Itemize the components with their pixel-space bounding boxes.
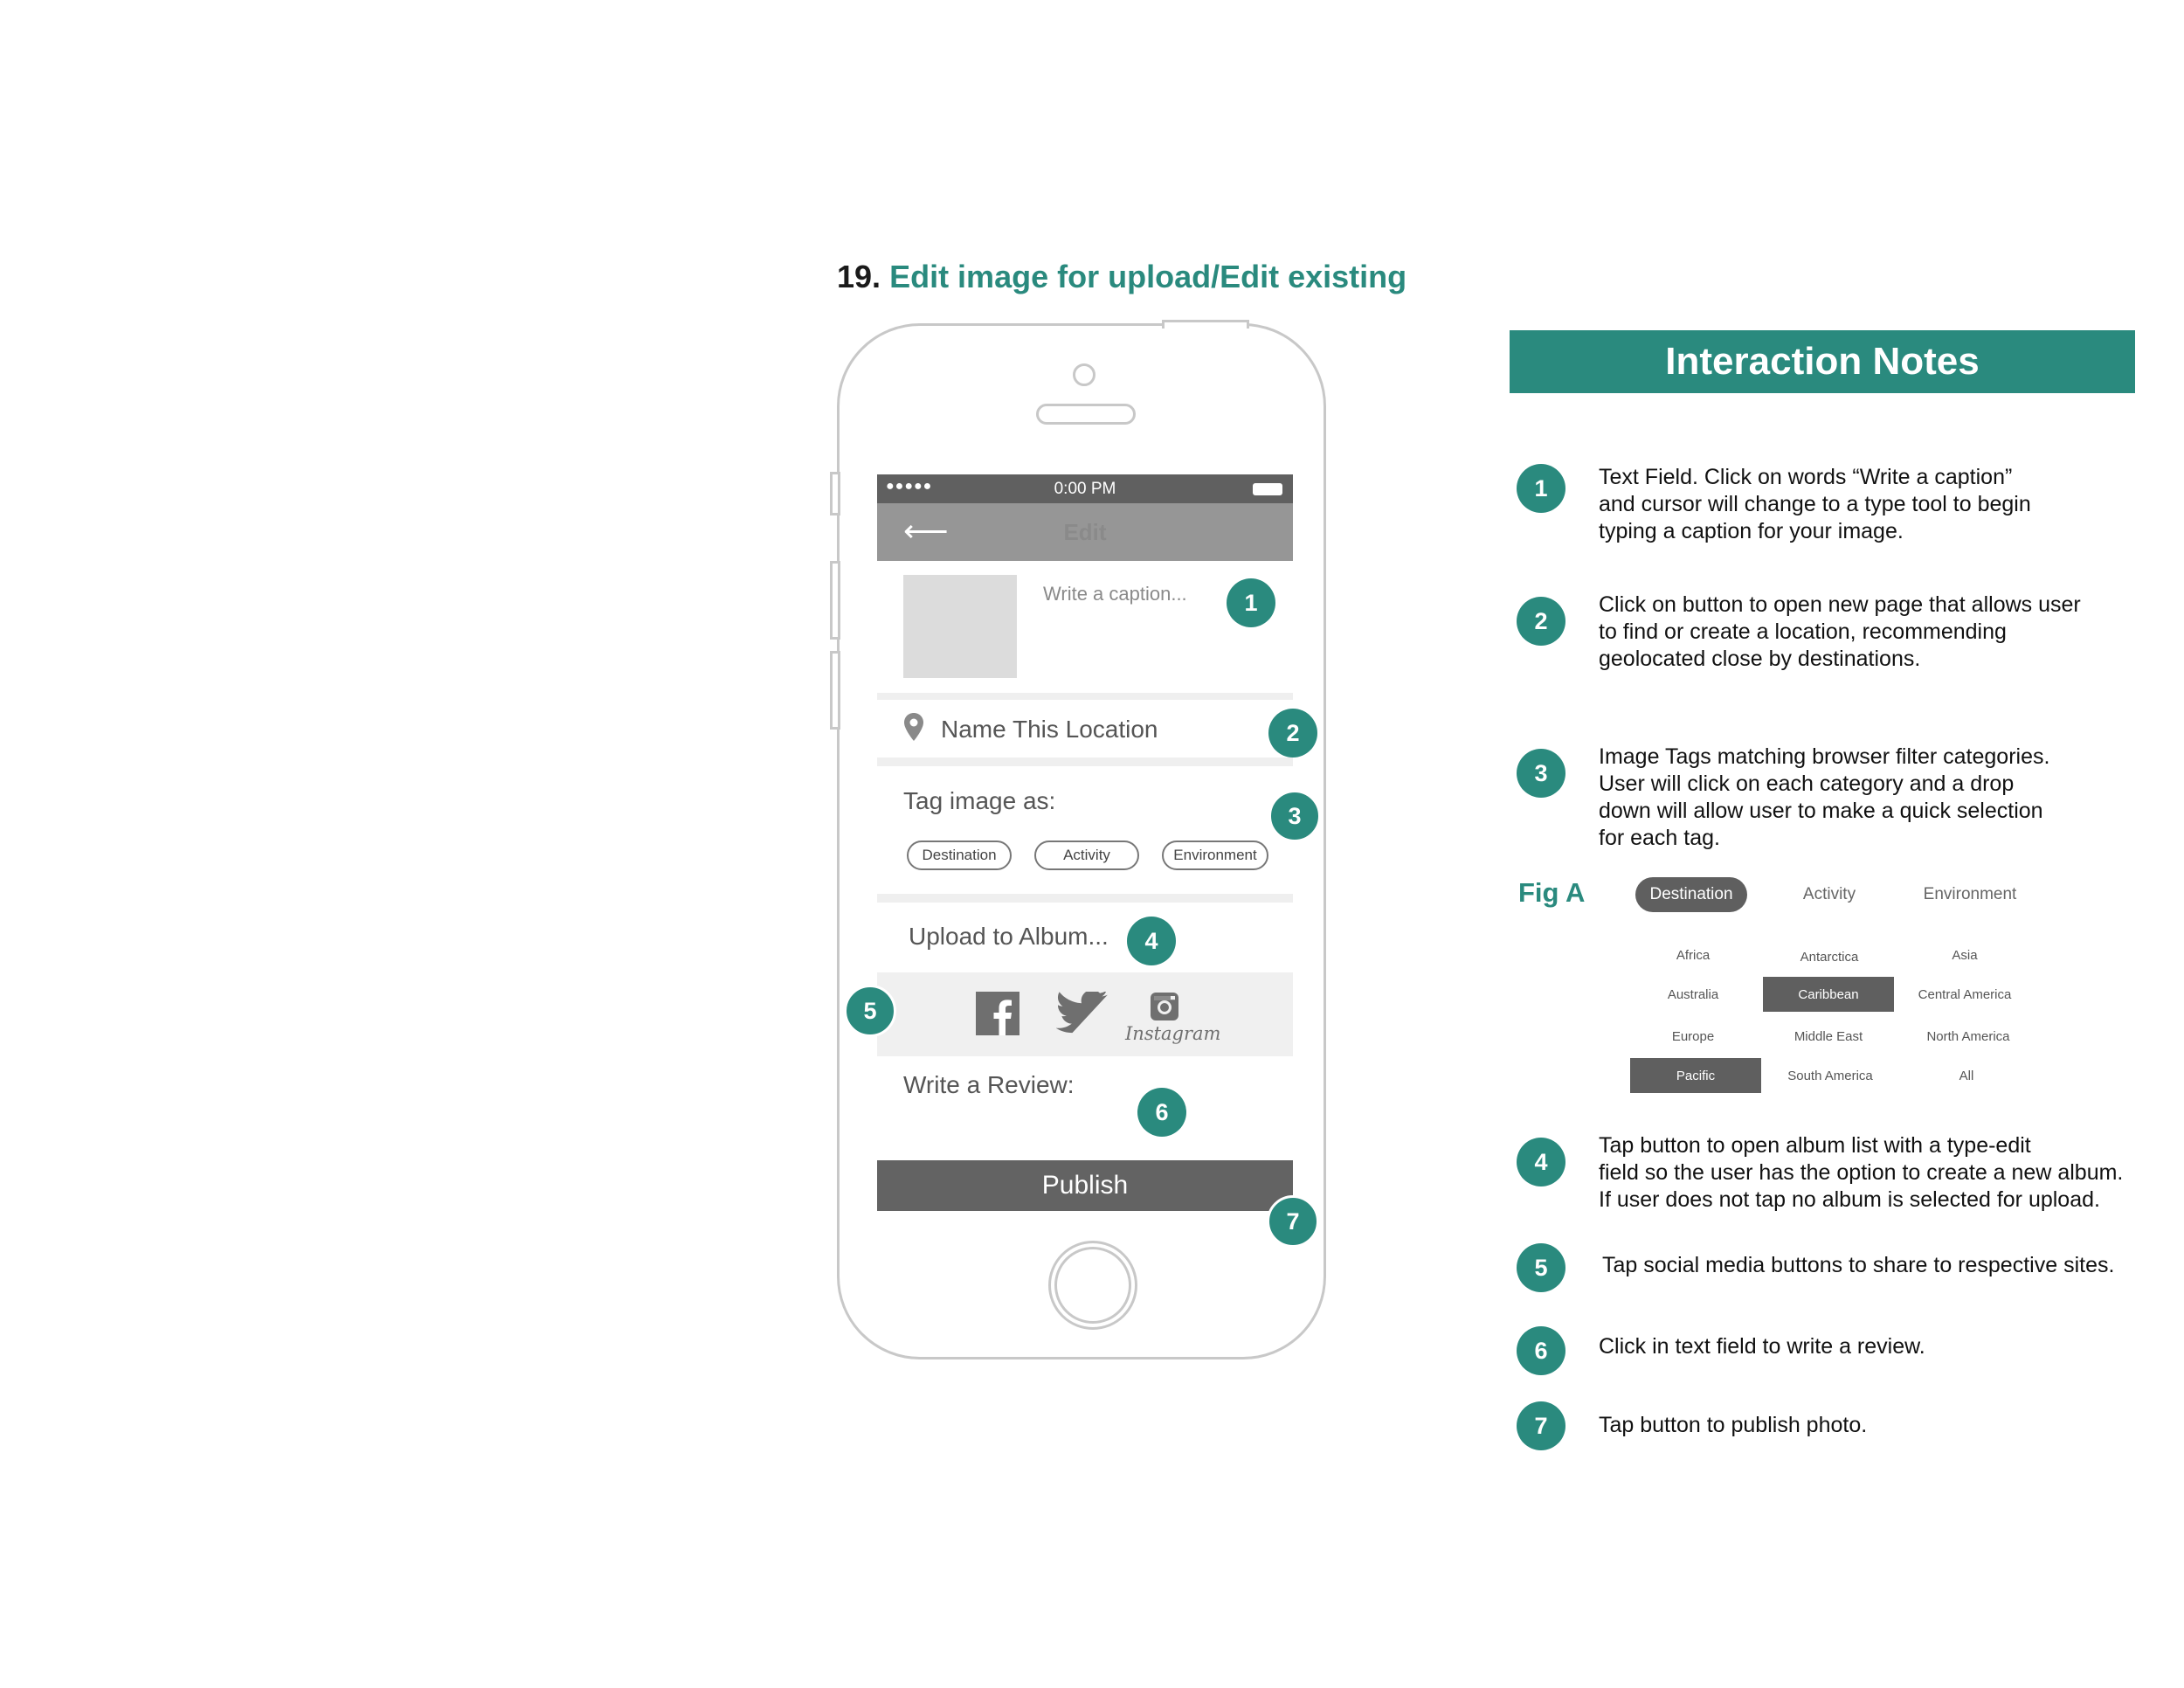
location-button[interactable] xyxy=(877,700,1293,758)
phone-camera xyxy=(1073,363,1095,386)
location-pin-icon xyxy=(903,712,924,742)
status-bar xyxy=(877,474,1293,503)
tag-label: Tag image as: xyxy=(903,787,1056,814)
title-number: 19. xyxy=(837,259,881,294)
divider xyxy=(877,758,1293,766)
fig-tab-destination[interactable]: Destination xyxy=(1635,877,1747,912)
note-5: Tap social media buttons to share to respective sites. xyxy=(1602,1253,2115,1277)
page-title xyxy=(837,259,1406,295)
badge-5: 5 xyxy=(844,985,896,1037)
divider xyxy=(877,894,1293,903)
badge-1: 1 xyxy=(1227,578,1275,627)
nav-title: Edit xyxy=(1063,519,1107,545)
note-6: Click in text field to write a review. xyxy=(1599,1334,1925,1359)
home-button-inner xyxy=(1054,1247,1131,1324)
divider xyxy=(877,693,1293,700)
note-badge-1: 1 xyxy=(1517,464,1565,513)
fig-option[interactable]: Australia xyxy=(1667,986,1719,1002)
instagram-wordmark: Instagram xyxy=(1125,1023,1221,1044)
badge-7: 7 xyxy=(1267,1195,1319,1248)
title-text: Edit image for upload/Edit existing xyxy=(889,259,1407,294)
phone-speaker xyxy=(1036,404,1136,425)
fig-option-selected[interactable]: Caribbean xyxy=(1763,977,1894,1012)
badge-4: 4 xyxy=(1127,917,1176,965)
note-4: Tap button to open album list with a type-edit field so the user has the option to create a new album. If user does not tap no album is selected for upload. xyxy=(1599,1133,2124,1212)
tag-destination[interactable]: Destination xyxy=(907,841,1012,870)
fig-option[interactable]: Europe xyxy=(1671,1028,1715,1044)
note-badge-7: 7 xyxy=(1517,1401,1565,1450)
note-1: Text Field. Click on words “Write a caption” and cursor will change to a type tool to begin typing a caption for your image. xyxy=(1599,465,2031,543)
phone-screen xyxy=(877,474,1293,1217)
review-input[interactable]: Write a Review: xyxy=(903,1071,1075,1098)
fig-option[interactable]: North America xyxy=(1926,1028,2010,1044)
note-badge-2: 2 xyxy=(1517,597,1565,646)
battery-icon xyxy=(1253,483,1282,495)
location-label: Name This Location xyxy=(941,716,1158,743)
fig-option[interactable]: South America xyxy=(1787,1068,1873,1083)
note-3: Image Tags matching browser filter categories. User will click on each category and a drop down will allow user to make a quick selection for each tag. xyxy=(1599,744,2050,850)
social-share-bar xyxy=(877,972,1293,1056)
upload-album-button[interactable]: Upload to Album... xyxy=(909,923,1109,950)
status-time: 0:00 PM xyxy=(1054,480,1116,498)
fig-option[interactable]: Asia xyxy=(1952,947,1978,963)
back-arrow-icon[interactable]: ⟵ xyxy=(903,513,949,549)
caption-input[interactable]: Write a caption... xyxy=(1043,583,1187,605)
nav-bar xyxy=(877,503,1293,561)
tag-environment[interactable]: Environment xyxy=(1162,841,1268,870)
note-badge-6: 6 xyxy=(1517,1326,1565,1375)
badge-2: 2 xyxy=(1268,709,1317,758)
note-badge-4: 4 xyxy=(1517,1138,1565,1186)
publish-button[interactable]: Publish xyxy=(877,1160,1293,1211)
facebook-icon[interactable] xyxy=(976,992,1019,1035)
fig-option[interactable]: Middle East xyxy=(1794,1028,1863,1044)
fig-a-label: Fig A xyxy=(1518,877,1586,908)
fig-option-selected[interactable]: Pacific xyxy=(1630,1058,1761,1093)
note-2: Click on button to open new page that allows user to find or create a location, recommending geolocated close by destinations. xyxy=(1599,592,2081,671)
notes-heading: Interaction Notes xyxy=(1510,330,2135,393)
fig-option[interactable]: Central America xyxy=(1918,986,2012,1002)
fig-option[interactable]: Africa xyxy=(1676,947,1711,963)
note-badge-5: 5 xyxy=(1517,1243,1565,1292)
note-badge-3: 3 xyxy=(1517,749,1565,798)
tag-activity[interactable]: Activity xyxy=(1034,841,1139,870)
phone-side-button xyxy=(830,651,840,730)
signal-icon: ●●●●● xyxy=(886,479,933,494)
instagram-icon[interactable] xyxy=(1150,992,1179,1021)
phone-top-button xyxy=(1162,320,1249,329)
note-7: Tap button to publish photo. xyxy=(1599,1413,1868,1437)
fig-tab-environment[interactable]: Environment xyxy=(1923,885,2017,903)
twitter-icon[interactable] xyxy=(1056,992,1109,1035)
phone-side-button xyxy=(830,472,840,515)
image-thumbnail xyxy=(903,575,1017,678)
phone-side-button xyxy=(830,561,840,640)
badge-6: 6 xyxy=(1137,1088,1186,1137)
fig-option[interactable]: All xyxy=(1959,1068,1974,1083)
badge-3: 3 xyxy=(1268,790,1321,842)
fig-option[interactable]: Antarctica xyxy=(1800,949,1859,965)
fig-tab-activity[interactable]: Activity xyxy=(1802,885,1856,903)
